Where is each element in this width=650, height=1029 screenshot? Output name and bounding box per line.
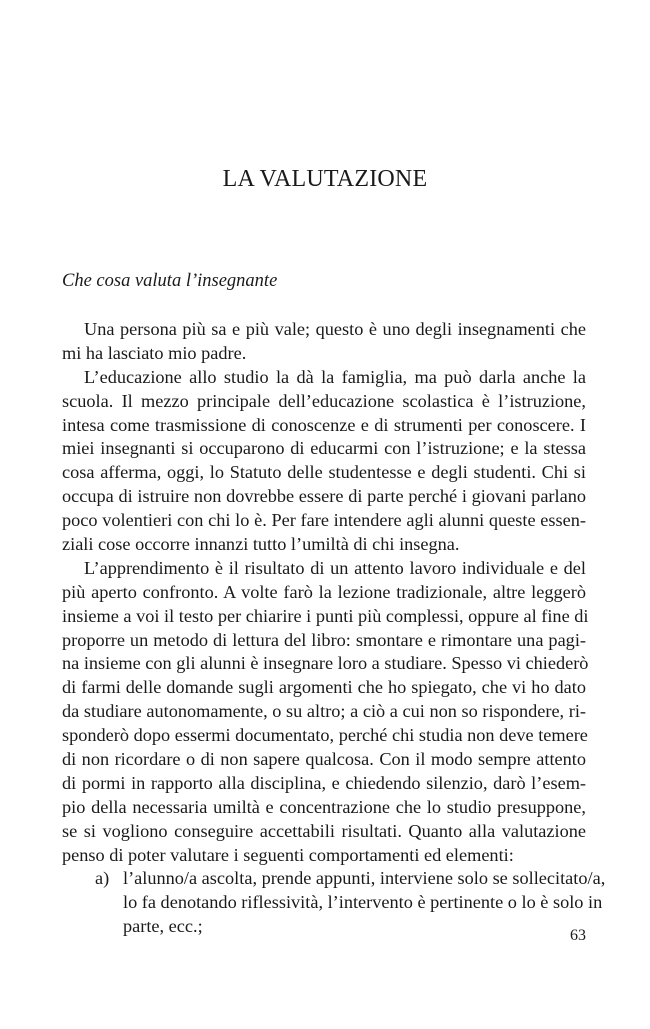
- text-line: L’apprendimento è il risultato di un attento lavoro individuale e del: [84, 557, 586, 578]
- text-line: occupa di istruire non dovrebbe essere di parte perché i giovani parlano: [62, 486, 586, 507]
- text-line: scuola. Il mezzo principale dell’educazione scolastica è l’istruzione,: [62, 390, 586, 411]
- text-line: parte, ecc.;: [123, 916, 203, 937]
- paragraph-3: [62, 557, 589, 868]
- text-line: di non ricordare o di non sapere qualcosa. Con il modo sempre attento: [62, 749, 586, 770]
- text-line: se si vogliono conseguire accettabili risultati. Quanto alla valutazione: [62, 820, 586, 841]
- text-line: cosa afferma, oggi, lo Statuto delle studentesse e degli studenti. Chi si: [62, 462, 586, 483]
- text-line: da studiare autonomamente, o su altro; a ciò a cui non so rispondere, ri-: [62, 701, 586, 722]
- text-line: L’educazione allo studio la dà la famiglia, ma può darla anche la: [84, 366, 586, 387]
- text-line: penso di poter valutare i seguenti comportamenti ed elementi:: [62, 844, 514, 865]
- text-line: più aperto confronto. A volte farò la lezione tradizionale, altre leggerò: [62, 581, 586, 602]
- chapter-title: LA VALUTAZIONE: [222, 166, 428, 192]
- text-line: poco volentieri con chi lo è. Per fare intendere agli alunni queste essen-: [62, 510, 586, 531]
- paragraph-2: [62, 366, 586, 557]
- text-line: sponderò dopo essermi documentato, perché chi studia non deve temere: [62, 725, 588, 746]
- text-line: intesa come trasmissione di conoscenze e di strumenti per conoscere. I: [62, 414, 586, 435]
- text-line: ziali cose occorre innanzi tutto l’umiltà di chi insegna.: [62, 534, 460, 555]
- text-line: Una persona più sa e più vale; questo è uno degli insegnamenti che: [84, 319, 586, 339]
- paragraph-1: [62, 318, 586, 366]
- text-line: insieme a voi il testo per chiarire i punti più complessi, oppure al fine di: [62, 605, 589, 626]
- text-line: proporre un metodo di lettura del libro: smontare e rimontare una pagi-: [62, 629, 586, 650]
- text-line: mi ha lasciato mio padre.: [62, 342, 247, 363]
- text-line: lo fa denotando riflessività, l’intervento è pertinente o lo è solo in: [123, 892, 603, 913]
- text-line: miei insegnanti si occuparono di educarmi con l’istruzione; e la stessa: [62, 438, 586, 459]
- section-heading: Che cosa valuta l’insegnante: [62, 271, 278, 291]
- list-marker: a): [95, 868, 110, 889]
- text-line: na insieme con gli alunni è insegnare loro a studiare. Spesso vi chiederò: [62, 653, 589, 674]
- list-item-a: [62, 867, 606, 939]
- text-line: l’alunno/a ascolta, prende appunti, interviene solo se sollecitato/a,: [123, 868, 606, 889]
- page-number: 63: [570, 927, 586, 944]
- text-line: di farmi delle domande sugli argomenti che ho spiegato, che vi ho dato: [62, 677, 586, 698]
- text-line: pio della necessaria umiltà e concentrazione che lo studio presuppone,: [62, 796, 586, 817]
- text-line: di pormi in rapporto alla disciplina, e chiedendo silenzio, darò l’esem-: [62, 772, 586, 793]
- body-text: [62, 318, 606, 939]
